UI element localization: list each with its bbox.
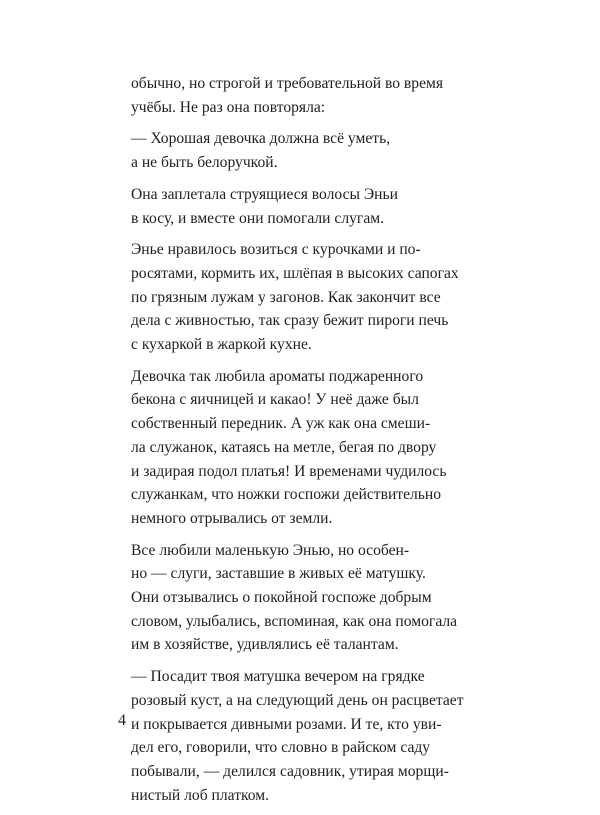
body-text [131, 72, 481, 815]
paragraph-1: обычно, но строгой и требовательной во время учёбы. Не раз она повторяла: [131, 75, 444, 116]
paragraph-3: Она заплетала струящиеся волосы Эньи в косу, и вместе они помогали слугам. [131, 185, 398, 227]
page-number: 4 [118, 712, 126, 729]
paragraph-5: Девочка так любила ароматы поджаренного бекона с яичницей и какао! У неё даже был собственный передник. А уж как она смеши- ла служанок, катаясь на метле, бегая по двору и задирая подол платья! И временами чудилось служанкам, что ножки госпожи действительно немного отрывались от земли. [131, 367, 447, 527]
paragraph-4: Энье нравилось возиться с курочками и по- росятами, кормить их, шлёпая в высоких сапогах по грязным лужам у загонов. Как закончит все дела с живностью, так сразу бежит пироги печь с кухаркой в жаркой кухне. [131, 241, 459, 354]
paragraph-2: — Хорошая девочка должна всё уметь, а не быть белоручкой. [131, 130, 391, 172]
paragraph-7: — Посадит твоя матушка вечером на грядке розовый куст, а на следующий день он расцветает и покрывается дивными розами. И те, кто уви- дел его, говорили, что словно в райском саду побывали, — делился садовник, утирая морщи- нистый лоб платком. [131, 668, 464, 804]
paragraph-6: Все любили маленькую Энью, но особен- но — слуги, заставшие в живых её матушку. Они отзывались о покойной госпоже добрым словом, улыбались, вспоминая, как она помогала им в хозяйстве, удивлялись её талантам. [131, 541, 458, 654]
